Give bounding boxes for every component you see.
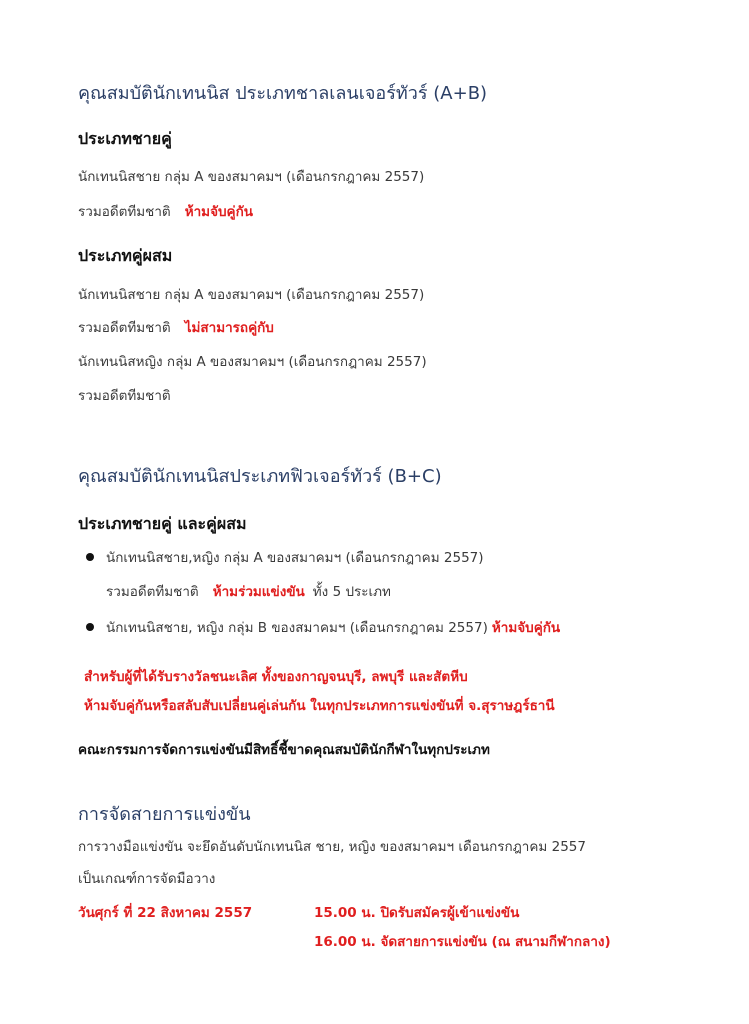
section1-title: คุณสมบัตินักเทนนิส ประเภทชาลเลนเจอร์ทัวร์ (A+B)	[78, 83, 488, 104]
seeding-line2: เป็นเกณฑ์การจัดมือวาง	[78, 871, 216, 887]
bullet1-sub-text: รวมอดีตทีมชาติ	[106, 584, 199, 600]
bullet1-sub	[106, 580, 391, 602]
men-doubles-restriction: ห้ามจับคู่กัน	[184, 204, 253, 220]
notice-line1: สำหรับผู้ที่ได้รับรางวัลชนะเลิศ ทั้งของกาญจนบุรี, ลพบุรี และสัตหีบ	[84, 669, 468, 685]
notice-line2: ห้ามจับคู่กันหรือสลับสับเปลี่ยนคู่เล่นกัน ในทุกประเภทการแข่งขันที่ จ.สุราษฎร์ธานี	[84, 698, 555, 714]
bullet1-restriction: ห้ามร่วมแข่งขัน	[212, 584, 305, 600]
bullet2-restriction: ห้ามจับคู่กัน	[491, 620, 561, 636]
men-doubles-line2	[78, 200, 253, 222]
mixed-line4: รวมอดีตทีมชาติ	[78, 388, 171, 404]
bullet2	[106, 616, 560, 638]
bullet-icon	[86, 553, 94, 561]
men-doubles-line2-text: รวมอดีตทีมชาติ	[78, 204, 171, 220]
mixed-heading: ประเภทคู่ผสม	[78, 246, 173, 265]
bullet-icon	[86, 623, 94, 631]
bullet2-text: นักเทนนิสชาย, หญิง กลุ่ม B ของสมาคมฯ (เดือนกรกฎาคม 2557)	[106, 620, 488, 636]
bullet1-text: นักเทนนิสชาย,หญิง กลุ่ม A ของสมาคมฯ (เดือนกรกฎาคม 2557)	[106, 550, 484, 566]
mixed-line2	[78, 316, 274, 338]
seeding-line1: การวางมือแข่งขัน จะยึดอันดับนักเทนนิส ชาย, หญิง ของสมาคมฯ เดือนกรกฎาคม 2557	[78, 839, 586, 855]
mixed-restriction: ไม่สามารถคู่กับ	[184, 320, 274, 336]
mixed-line1: นักเทนนิสชาย กลุ่ม A ของสมาคมฯ (เดือนกรกฎาคม 2557)	[78, 287, 425, 303]
mixed-line3: นักเทนนิสหญิง กลุ่ม A ของสมาคมฯ (เดือนกรกฎาคม 2557)	[78, 354, 427, 370]
section2-title: คุณสมบัตินักเทนนิสประเภทฟิวเจอร์ทัวร์ (B+C)	[78, 466, 442, 487]
men-doubles-line1: นักเทนนิสชาย กลุ่ม A ของสมาคมฯ (เดือนกรกฎาคม 2557)	[78, 169, 425, 185]
section2-heading: ประเภทชายคู่ และคู่ผสม	[78, 514, 247, 533]
schedule-time2: 16.00 น. จัดสายการแข่งขัน (ณ สนามกีฬากลาง)	[314, 934, 611, 950]
committee-note: คณะกรรมการจัดการแข่งขันมีสิทธิ์ชี้ขาดคุณสมบัตินักกีฬาในทุกประเภท	[78, 742, 490, 758]
event-date: วันศุกร์ ที่ 22 สิงหาคม 2557	[78, 905, 253, 921]
bullet1-tail: ทั้ง 5 ประเภท	[312, 584, 391, 600]
mixed-line2-text: รวมอดีตทีมชาติ	[78, 320, 171, 336]
men-doubles-heading: ประเภทชายคู่	[78, 129, 172, 148]
schedule-time1: 15.00 น. ปิดรับสมัครผู้เข้าแข่งขัน	[314, 905, 520, 921]
section3-title: การจัดสายการแข่งขัน	[78, 804, 251, 825]
